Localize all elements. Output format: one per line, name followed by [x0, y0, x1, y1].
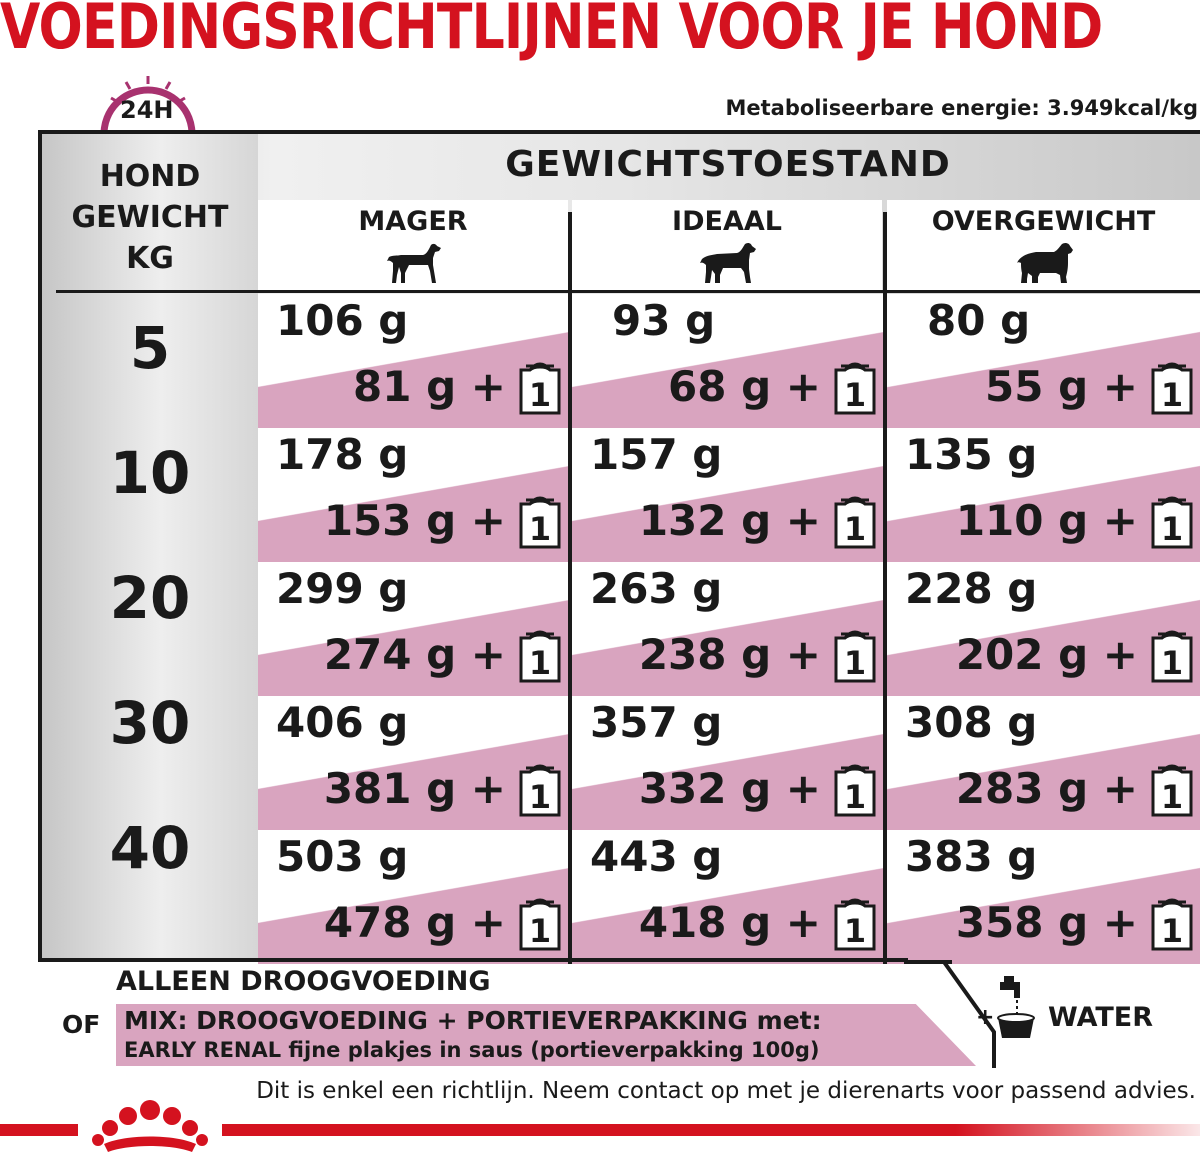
pouch-count: 1 [528, 510, 552, 548]
pouch-count: 1 [843, 778, 867, 816]
pouch-count: 1 [843, 510, 867, 548]
cell-40-ideaal: 443 g 418 g + 1 [572, 830, 883, 964]
feeding-table [38, 130, 1200, 960]
royal-canin-crown-logo [86, 1094, 214, 1158]
cell-10-ideaal: 157 g 132 g + 1 [572, 428, 883, 562]
legend-or: OF [62, 1010, 101, 1039]
weight-10: 10 [109, 439, 191, 507]
pouch-icon [1150, 624, 1194, 684]
pouch-icon [833, 490, 877, 550]
pouch-count: 1 [528, 376, 552, 414]
pouch-count: 1 [843, 644, 867, 682]
cell-10-overgewicht: 135 g 110 g + 1 [887, 428, 1200, 562]
cell-5-ideaal: 93 g 68 g + 1 [572, 294, 883, 428]
clock-label: 24H [120, 96, 174, 124]
table-bottom-rule [38, 958, 908, 962]
column-header-mager: MAGER [258, 200, 568, 290]
overweight-dog-icon [1014, 241, 1074, 285]
energy-info: Metaboliseerbare energie: 3.949kcal/kg [725, 96, 1198, 120]
pouch-icon [518, 356, 562, 416]
pouch-icon [518, 892, 562, 952]
footer-rule-right [222, 1124, 1200, 1136]
pouch-count: 1 [528, 912, 552, 950]
weight-5: 5 [129, 314, 171, 382]
pouch-icon [833, 624, 877, 684]
pouch-icon [518, 624, 562, 684]
legend-mix-title: MIX: DROOGVOEDING + PORTIEVERPAKKING met: [124, 1006, 822, 1035]
cell-5-overgewicht: 80 g 55 g + 1 [887, 294, 1200, 428]
pouch-count: 1 [1160, 778, 1184, 816]
water-label: WATER [1048, 1002, 1154, 1033]
cell-30-ideaal: 357 g 332 g + 1 [572, 696, 883, 830]
pouch-icon [833, 758, 877, 818]
column-header-overgewicht: OVERGEWICHT [887, 200, 1200, 290]
pouch-count: 1 [843, 912, 867, 950]
cell-30-mager: 406 g 381 g + 1 [258, 696, 568, 830]
weight-40: 40 [109, 814, 191, 882]
weight-state-header: GEWICHTSTOESTAND [505, 144, 951, 185]
water-bowl-icon [998, 976, 1034, 1038]
pouch-count: 1 [1160, 912, 1184, 950]
cell-40-overgewicht: 383 g 358 g + 1 [887, 830, 1200, 964]
weight-20: 20 [109, 564, 191, 632]
cell-40-mager: 503 g 478 g + 1 [258, 830, 568, 964]
pouch-icon [1150, 356, 1194, 416]
cell-5-mager: 106 g 81 g + 1 [258, 294, 568, 428]
pouch-count: 1 [1160, 376, 1184, 414]
cell-20-ideaal: 263 g 238 g + 1 [572, 562, 883, 696]
page-title: VOEDINGSRICHTLIJNEN VOOR JE HOND [0, 0, 1103, 63]
cell-20-overgewicht: 228 g 202 g + 1 [887, 562, 1200, 696]
cell-20-mager: 299 g 274 g + 1 [258, 562, 568, 696]
header-rule [56, 290, 1200, 293]
pouch-count: 1 [528, 778, 552, 816]
weight-30: 30 [109, 689, 191, 757]
cell-10-mager: 178 g 153 g + 1 [258, 428, 568, 562]
ideal-dog-icon [697, 241, 757, 285]
disclaimer: Dit is enkel een richtlijn. Neem contact op met je dierenarts voor passend advies. [256, 1078, 1196, 1104]
clock-24h-icon [96, 64, 200, 138]
pouch-count: 1 [528, 644, 552, 682]
pouch-icon [1150, 490, 1194, 550]
pouch-count: 1 [1160, 510, 1184, 548]
legend-dry-only: ALLEEN DROOGVOEDING [116, 966, 491, 997]
pouch-icon [518, 758, 562, 818]
pouch-icon [518, 490, 562, 550]
legend-mix-product: EARLY RENAL fijne plakjes in saus (portieverpakking 100g) [124, 1038, 820, 1062]
thin-dog-icon [383, 241, 443, 285]
pouch-icon [833, 892, 877, 952]
pouch-count: 1 [843, 376, 867, 414]
pouch-count: 1 [1160, 644, 1184, 682]
pouch-icon [1150, 892, 1194, 952]
pouch-icon [1150, 758, 1194, 818]
column-header-ideaal: IDEAAL [572, 200, 882, 290]
cell-30-overgewicht: 308 g 283 g + 1 [887, 696, 1200, 830]
weight-header: HOND GEWICHT KG [71, 159, 229, 276]
water-plus: + [976, 1005, 995, 1030]
footer-rule-left [0, 1124, 78, 1136]
pouch-icon [833, 356, 877, 416]
